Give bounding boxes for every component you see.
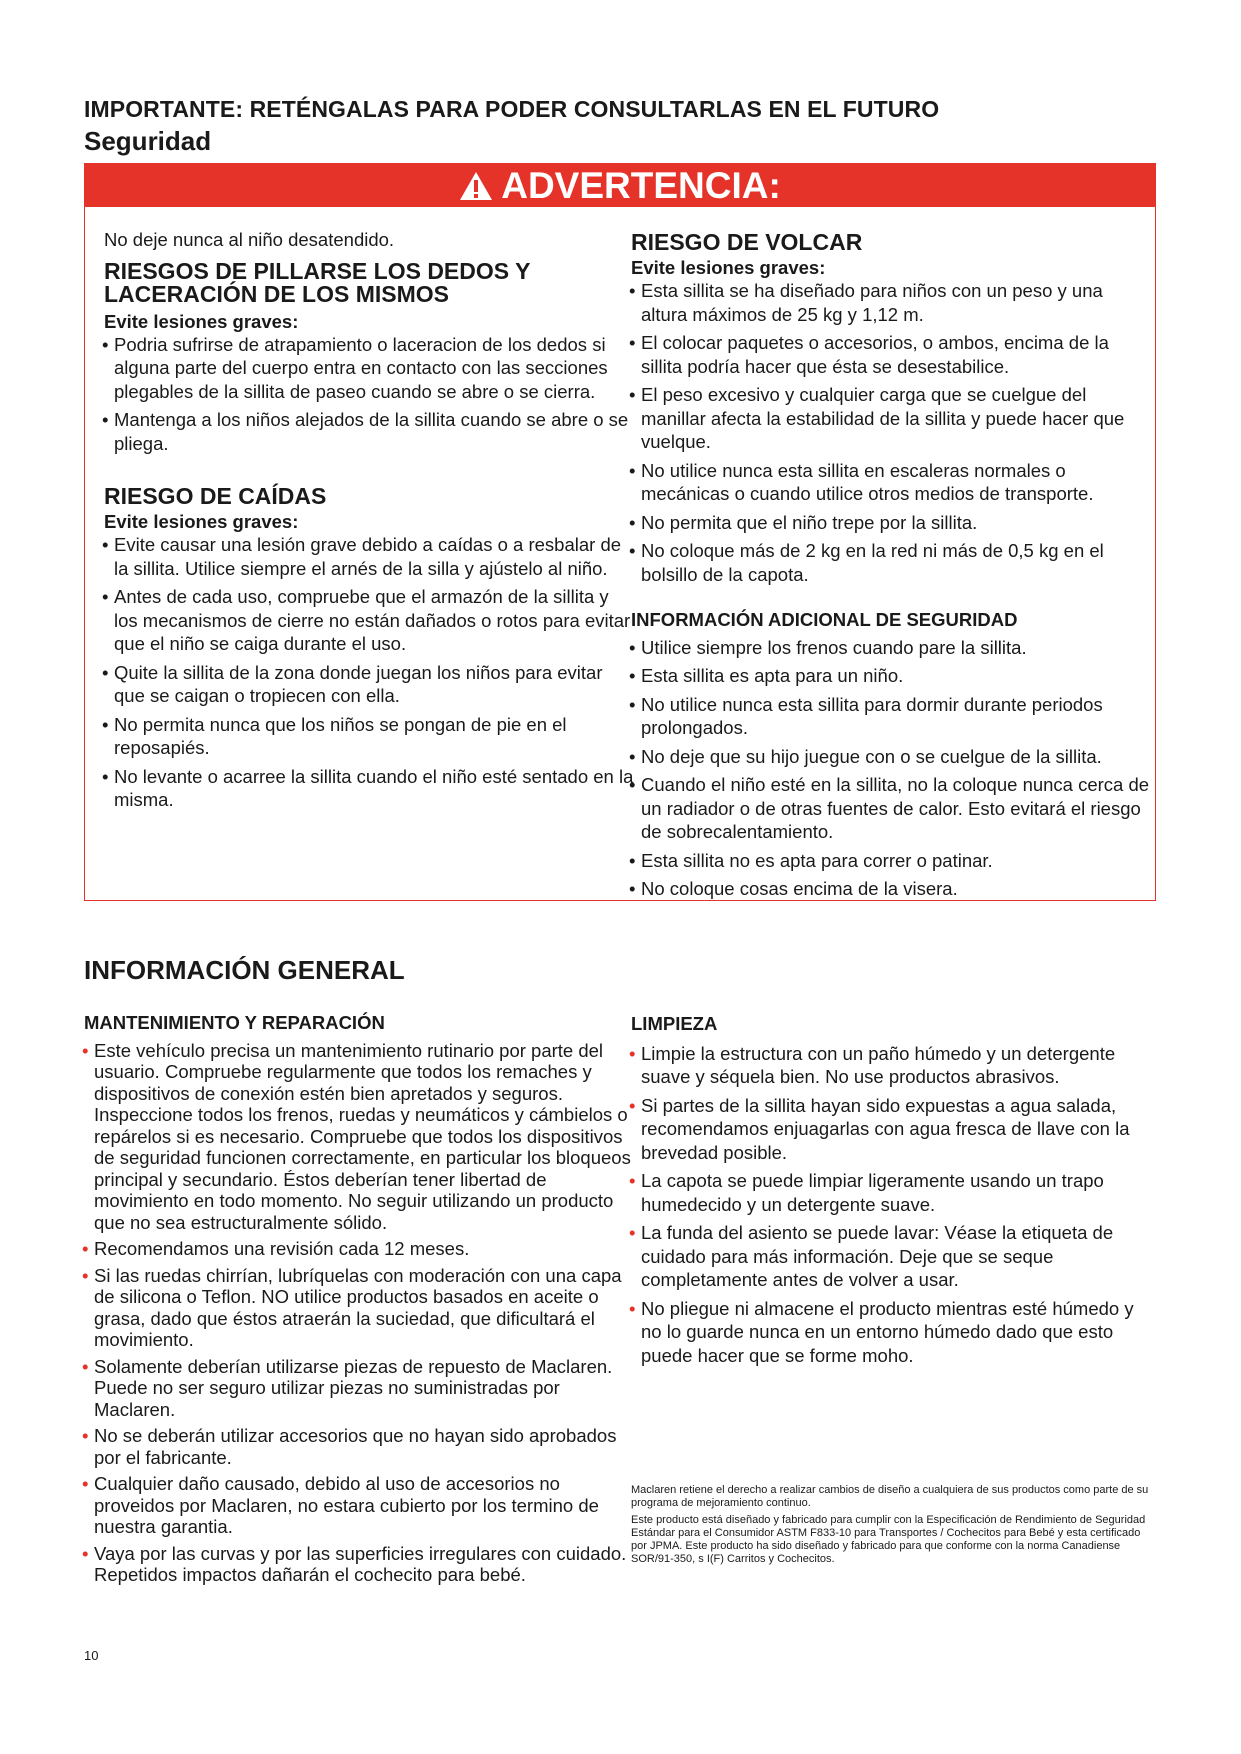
list-item: • Si partes de la sillita hayan sido expuestas a agua salada, recomendamos enjuagarlas con agua fresca de llave con la brevedad posible. bbox=[631, 1094, 1151, 1165]
intro-text: No deje nunca al niño desatendido. bbox=[104, 229, 395, 250]
list-item: • Solamente deberían utilizarse piezas de repuesto de Maclaren. Puede no ser seguro utilizar piezas no suministradas por Maclaren. bbox=[84, 1356, 644, 1421]
tipping-list bbox=[631, 279, 1151, 586]
list-item: • Quite la sillita de la zona donde juegan los niños para evitar que se caigan o tropiecen con ella. bbox=[104, 661, 634, 708]
list-item: • No coloque cosas encima de la visera. bbox=[631, 877, 1151, 901]
falls-list bbox=[104, 533, 634, 812]
warning-banner bbox=[85, 164, 1155, 207]
cleaning-title: LIMPIEZA bbox=[631, 1013, 718, 1034]
list-item: • No utilice nunca esta sillita para dormir durante periodos prolongados. bbox=[631, 693, 1151, 740]
additional-title: INFORMACIÓN ADICIONAL DE SEGURIDAD bbox=[631, 609, 1018, 630]
list-item: • Utilice siempre los frenos cuando pare la sillita. bbox=[631, 636, 1151, 660]
page-number: 10 bbox=[84, 1648, 99, 1663]
list-item: • No permita que el niño trepe por la sillita. bbox=[631, 511, 1151, 535]
list-item: • Antes de cada uso, compruebe que el armazón de la sillita y los mecanismos de cierre no están dañados o rotos para evitar que el niño se caiga durante el uso. bbox=[104, 585, 634, 656]
list-item: • Vaya por las curvas y por las superficies irregulares con cuidado. Repetidos impactos dañarán el cochecito para bebé. bbox=[84, 1543, 644, 1586]
maintenance-list bbox=[84, 1040, 644, 1586]
list-item: • Esta sillita se ha diseñado para niños con un peso y una altura máximos de 25 kg y 1,12 m. bbox=[631, 279, 1151, 326]
list-item: • Cuando el niño esté en la sillita, no la coloque nunca cerca de un radiador o de otras fuentes de calor. Esto evitará el riesgo de sobrecalentamiento. bbox=[631, 773, 1151, 844]
tipping-title: RIESGO DE VOLCAR bbox=[631, 229, 863, 255]
list-item: • No permita nunca que los niños se pongan de pie en el reposapiés. bbox=[104, 713, 634, 760]
falls-title: RIESGO DE CAÍDAS bbox=[104, 483, 327, 509]
maintenance-section bbox=[84, 1012, 644, 1591]
fingers-title-line2: LACERACIÓN DE LOS MISMOS bbox=[104, 280, 450, 307]
list-item: • Si las ruedas chirrían, lubríquelas con moderación con una capa de silicona o Teflon. NO utilice productos basados en aceite o grasa, dado que éstos atraerán la suciedad, que dificultará el movimiento. bbox=[84, 1265, 644, 1351]
list-item: • Esta sillita no es apta para correr o patinar. bbox=[631, 849, 1151, 873]
list-item: • No utilice nunca esta sillita en escaleras normales o mecánicas o cuando utilice otros medios de transporte. bbox=[631, 459, 1151, 506]
list-item: • Cualquier daño causado, debido al uso de accesorios no proveidos por Maclaren, no estara cubierto por los termino de nuestra garantia. bbox=[84, 1473, 644, 1538]
general-title: INFORMACIÓN GENERAL bbox=[84, 955, 405, 985]
list-item: • El peso excesivo y cualquier carga que se cuelgue del manillar afecta la estabilidad de la sillita y puede hacer que vuelque. bbox=[631, 383, 1151, 454]
cleaning-section bbox=[631, 1012, 1151, 1372]
list-item: • No pliegue ni almacene el producto mientras esté húmedo y no lo guarde nunca en un entorno húmedo dado que esto puede hacer que se forme moho. bbox=[631, 1297, 1151, 1368]
maintenance-title: MANTENIMIENTO Y REPARACIÓN bbox=[84, 1012, 385, 1033]
list-item: • Evite causar una lesión grave debido a caídas o a resbalar de la sillita. Utilice siempre el arnés de la silla y ajústelo al niño. bbox=[104, 533, 634, 580]
list-item: • Mantenga a los niños alejados de la sillita cuando se abre o se pliega. bbox=[104, 408, 634, 455]
fine-print-2: Este producto está diseñado y fabricado para cumplir con la Especificación de Rendimiento de Seguridad Estándar para el Consumidor ASTM F833-10 para Transportes / Cochecitos para Bebé y esta certificado por JPMA. Este producto ha sido diseñado y fabricado para que conforme con la norma Canadiense SOR/91-350, s I(F) Carritos y Cochecitos. bbox=[631, 1514, 1146, 1565]
list-item: • No se deberán utilizar accesorios que no hayan sido aprobados por el fabricante. bbox=[84, 1425, 644, 1468]
list-item: • Recomendamos una revisión cada 12 meses. bbox=[84, 1238, 644, 1260]
list-item: • No deje que su hijo juegue con o se cuelgue de la sillita. bbox=[631, 745, 1151, 769]
fingers-title bbox=[104, 257, 634, 307]
fine-print-1: Maclaren retiene el derecho a realizar cambios de diseño a cualquiera de sus productos como parte de su programa de mejoramiento continuo. bbox=[631, 1484, 1149, 1509]
list-item: • La capota se puede limpiar ligeramente usando un trapo humedecido y un detergente suave. bbox=[631, 1169, 1151, 1216]
list-item: • Limpie la estructura con un paño húmedo y un detergente suave y séquela bien. No use productos abrasivos. bbox=[631, 1042, 1151, 1089]
fingers-list bbox=[104, 333, 634, 456]
list-item: • La funda del asiento se puede lavar: Véase la etiqueta de cuidado para más información. Deje que se seque completamente antes de volver a usar. bbox=[631, 1221, 1151, 1292]
list-item: • Podria sufrirse de atrapamiento o laceracion de los dedos si alguna parte del cuerpo entra en contacto con las secciones plegables de la sillita de paseo cuando se abre o se cierra. bbox=[104, 333, 634, 404]
section-title: Seguridad bbox=[84, 126, 212, 156]
warning-triangle-icon bbox=[459, 171, 493, 201]
list-item: • No levante o acarree la sillita cuando el niño esté sentado en la misma. bbox=[104, 765, 634, 812]
falls-subtitle: Evite lesiones graves: bbox=[104, 511, 299, 532]
list-item: • No coloque más de 2 kg en la red ni más de 0,5 kg en el bolsillo de la capota. bbox=[631, 539, 1151, 586]
list-item: • Este vehículo precisa un mantenimiento rutinario por parte del usuario. Compruebe regularmente que todos los remaches y dispositivos de conexión estén bien apretados y seguros. Inspeccione todos los frenos, ruedas y neumáticos y cámbielos o repárelos si es necesario. Compruebe que todos los dispositivos de seguridad funcionen correctamente, en particular los bloqueos principal y secundario. Éstos deberían tener libertad de movimiento en todo momento. No seguir utilizando un producto que no sea estructuralmente sólido. bbox=[84, 1040, 644, 1234]
tipping-subtitle: Evite lesiones graves: bbox=[631, 257, 826, 278]
list-item: • Esta sillita es apta para un niño. bbox=[631, 664, 1151, 688]
warning-left-column bbox=[104, 228, 634, 817]
fingers-title-line1: RIESGOS DE PILLARSE LOS DEDOS Y bbox=[104, 257, 531, 284]
cleaning-list bbox=[631, 1042, 1151, 1368]
list-item: • El colocar paquetes o accesorios, o ambos, encima de la sillita podría hacer que ésta se desestabilice. bbox=[631, 331, 1151, 378]
warning-title: ADVERTENCIA: bbox=[501, 165, 781, 206]
additional-list bbox=[631, 636, 1151, 901]
fingers-subtitle: Evite lesiones graves: bbox=[104, 310, 299, 332]
warning-right-column bbox=[631, 231, 1151, 906]
important-heading: IMPORTANTE: RETÉNGALAS PARA PODER CONSULTARLAS EN EL FUTURO bbox=[84, 96, 940, 122]
